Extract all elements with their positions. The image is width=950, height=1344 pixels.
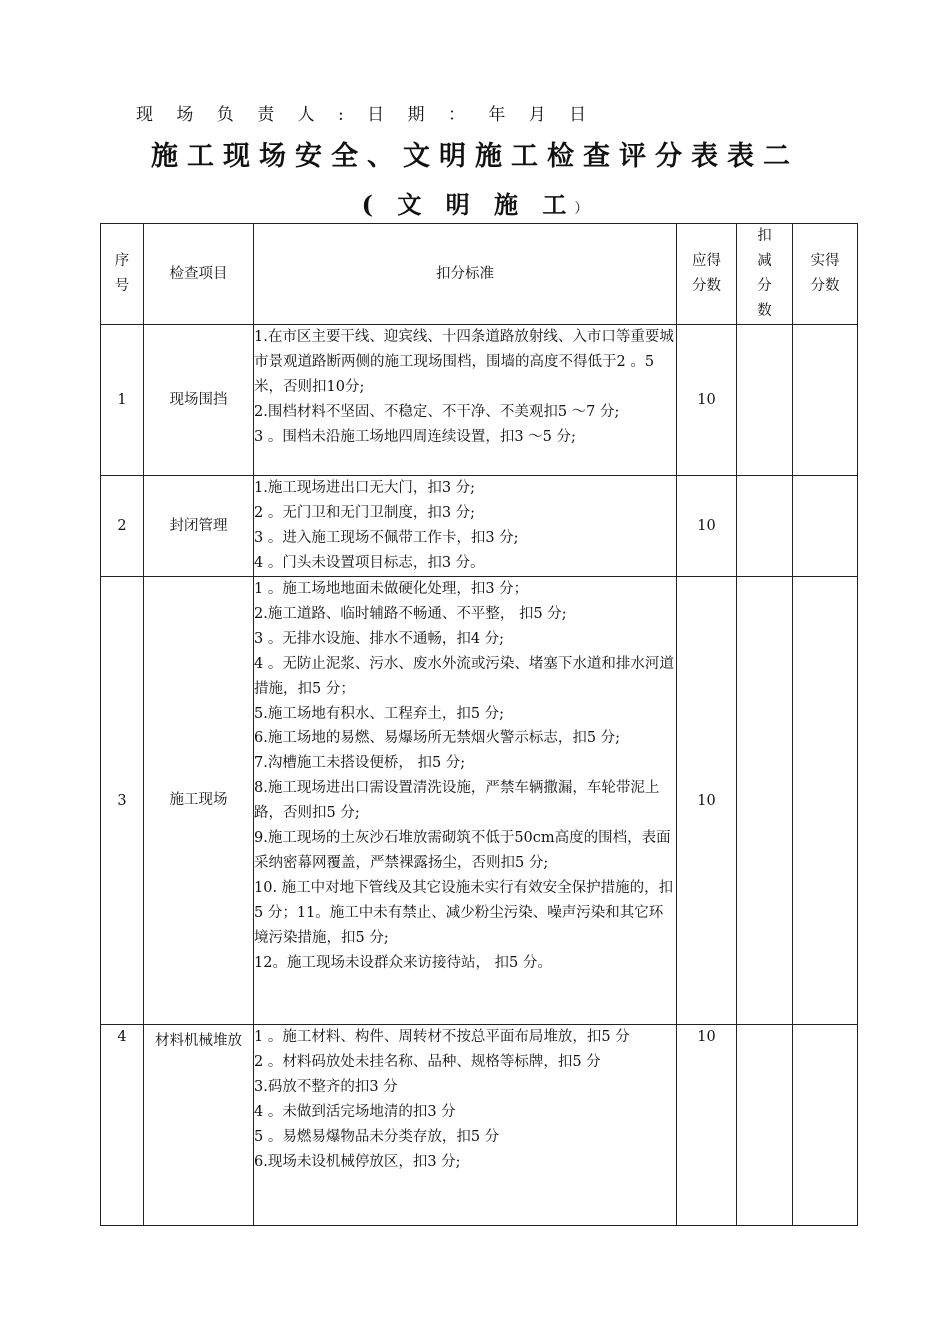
check-item: 施工现场	[144, 577, 254, 1025]
page-title: 施工现场安全、文明施工检查评分表表二	[151, 141, 799, 172]
row-number: 3	[101, 577, 144, 1025]
criteria-line: 1.施工现场进出口无大门，扣3 分;	[254, 480, 476, 496]
table-row	[101, 476, 858, 577]
check-item: 现场围挡	[144, 325, 254, 476]
check-item: 封闭管理	[144, 476, 254, 577]
criteria-line: 4 。无防止泥浆、污水、废水外流或污染、堵塞下水道和排水河道措施，扣5 分；	[254, 655, 674, 697]
criteria-cell	[254, 577, 677, 1025]
criteria-line: 6.现场未设机械停放区，扣3 分;	[254, 1153, 461, 1170]
criteria-cell	[254, 476, 677, 577]
actual-score[interactable]	[793, 1025, 858, 1226]
criteria-line: 4 。未做到活完场地清的扣3 分	[254, 1103, 456, 1120]
criteria-line: 2 。材料码放处未挂名称、品种、规格等标牌，扣5 分	[254, 1053, 601, 1070]
header-no	[101, 224, 144, 325]
header-no-text: 序号	[114, 253, 130, 294]
criteria-line: 5 。易燃易爆物品未分类存放，扣5 分	[254, 1128, 500, 1145]
criteria-line: 12。施工现场未设群众来访接待站， 扣5 分。	[254, 954, 552, 971]
criteria-line: 3.码放不整齐的扣3 分	[254, 1078, 398, 1095]
deduct-score[interactable]	[737, 1025, 793, 1226]
criteria-line: 2.围档材料不坚固、不稳定、不干净、不美观扣5 ～7 分;	[254, 403, 620, 420]
row-number: 1	[101, 325, 144, 476]
actual-score[interactable]	[793, 325, 858, 476]
due-score: 10	[677, 577, 737, 1025]
deduct-score[interactable]	[737, 476, 793, 577]
criteria-line: 2.施工道路、临时辅路不畅通、不平整， 扣5 分;	[254, 605, 567, 622]
table-header-row	[101, 224, 858, 325]
deduct-score[interactable]	[737, 325, 793, 476]
actual-score[interactable]	[793, 577, 858, 1025]
table-row	[101, 1025, 858, 1226]
criteria-line: 10. 施工中对地下管线及其它设施未实行有效安全保护措施的，扣5 分；11。施工中未有禁止、减少粉尘污染、噪声污染和其它环境污染措施，扣5 分;	[254, 879, 674, 946]
criteria-line: 4 。门头未设置项目标志，扣3 分。	[254, 554, 485, 571]
table-row	[101, 325, 858, 476]
criteria-line: 3 。进入施工现场不佩带工作卡，扣3 分;	[254, 529, 519, 546]
subtitle-text: ( 文 明 施 工	[361, 190, 575, 219]
due-score: 10	[677, 1025, 737, 1226]
criteria-line: 3 。围档未沿施工场地四周连续设置，扣3 ～5 分;	[254, 428, 576, 445]
table-row	[101, 577, 858, 1025]
criteria-cell	[254, 1025, 677, 1226]
criteria-line: 5.施工场地有积水、工程弃土，扣5 分;	[254, 705, 505, 722]
criteria-cell	[254, 325, 677, 476]
criteria-line: 8.施工现场进出口需设置清洗设施，严禁车辆撒漏，车轮带泥上路，否则扣5 分;	[254, 780, 660, 822]
header-due-score	[677, 224, 737, 325]
criteria-line: 6.施工场地的易燃、易爆场所无禁烟火警示标志，扣5 分;	[254, 730, 621, 747]
header-due-text: 应得分数	[692, 253, 721, 294]
header-item: 检查项目	[144, 224, 254, 325]
due-score: 10	[677, 476, 737, 577]
criteria-line: 9.施工现场的土灰沙石堆放需砌筑不低于50cm高度的围档，表面采纳密幕网覆盖，严禁裸露扬尘，否则扣5 分;	[254, 830, 671, 871]
score-table	[100, 223, 858, 1226]
header-actual-text: 实得分数	[810, 253, 840, 294]
deduct-score[interactable]	[737, 577, 793, 1025]
criteria-line: 1 。施工材料、构件、周转材不按总平面布局堆放，扣5 分	[254, 1029, 630, 1045]
responsible-date-line: 现 场 负 责 人 : 日 期 ： 年 月 日	[136, 105, 596, 125]
criteria-line: 7.沟槽施工未搭设便桥， 扣5 分;	[254, 755, 466, 772]
page-subtitle	[0, 185, 950, 220]
subtitle-close: ）	[574, 201, 589, 217]
criteria-line: 1.在市区主要干线、迎宾线、十四条道路放射线、入市口等重要城市景观道路断两侧的施工现场围档，围墙的高度不得低于2 。5 米，否则扣10分;	[254, 329, 674, 395]
criteria-line: 2 。无门卫和无门卫制度，扣3 分;	[254, 504, 476, 521]
check-item: 材料机械堆放	[144, 1025, 254, 1226]
header-actual-score	[793, 224, 858, 325]
row-number: 2	[101, 476, 144, 577]
row-number: 4	[101, 1025, 144, 1226]
criteria-line: 3 。无排水设施、排水不通畅，扣4 分;	[254, 630, 505, 647]
due-score: 10	[677, 325, 737, 476]
criteria-line: 1 。施工场地地面未做硬化处理，扣3 分；	[254, 581, 529, 597]
header-deduct-text: 扣减分数	[757, 228, 772, 319]
header-deduct-score	[737, 224, 793, 325]
header-criteria: 扣分标准	[254, 224, 677, 325]
actual-score[interactable]	[793, 476, 858, 577]
